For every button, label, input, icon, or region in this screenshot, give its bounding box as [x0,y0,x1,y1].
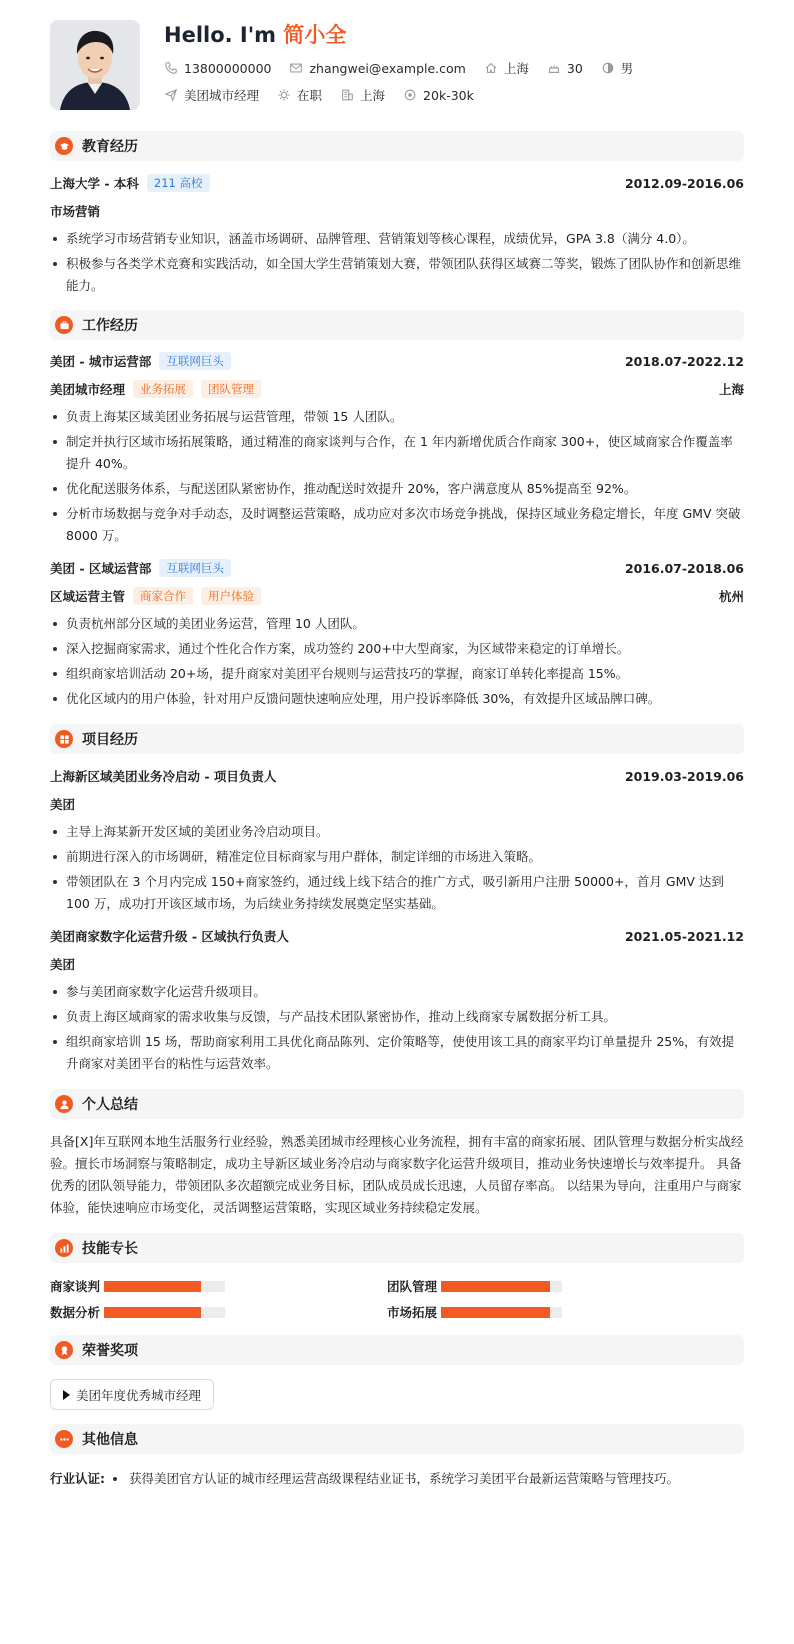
list-item: 负责上海区域商家的需求收集与反馈，与产品技术团队紧密协作，推动上线商家专属数据分析工具。 [50,1006,744,1028]
project-entry [50,765,744,915]
work-city: 杭州 [718,589,744,604]
phone-icon [164,61,178,75]
list-item: 主导上海某新开发区域的美团业务冷启动项目。 [50,821,744,843]
cake-icon [547,61,561,75]
greeting-text: Hello. I'm [164,23,284,47]
work-date: 2018.07-2022.12 [624,353,744,369]
awards-section-header [50,1335,744,1365]
work-role-row [50,585,744,607]
award-text: 美团年度优秀城市经理 [76,1387,202,1403]
work-city: 上海 [718,382,744,397]
email-item [289,61,465,76]
project-title: 上海新区域美团业务冷启动 - 项目负责人 [50,769,277,784]
role-title: 区域运营主管 [50,589,126,604]
expected-salary-item [403,88,474,103]
skill-name: 数据分析 [50,1305,101,1320]
email-text: zhangwei@example.com [309,60,466,76]
more-dots-icon [55,1430,73,1448]
skills-section-title: 技能专长 [82,1241,138,1257]
briefcase-icon [55,316,73,334]
status-icon [277,88,291,102]
profile-info [164,20,651,116]
skill-bar [441,1307,562,1318]
work-section-header [50,310,744,340]
work-entry [50,350,744,547]
work-entry [50,557,744,710]
skill-item [50,1303,387,1321]
project-bullets [50,821,744,915]
other-section-title: 其他信息 [82,1432,138,1448]
skill-bar [441,1281,562,1292]
residence-text: 上海 [503,61,529,76]
greeting-title [164,21,651,49]
candidate-name: 简小全 [283,23,347,47]
education-major-row [50,200,744,222]
gender-icon [601,61,615,75]
skills-section-header [50,1233,744,1263]
role-tag: 团队管理 [201,380,261,398]
list-item: 制定并执行区域市场拓展策略，通过精准的商家谈判与合作，在 1 年内新增优质合作商家 300+，使区域商家合作覆盖率提升 40%。 [50,431,744,475]
list-item: 优化配送服务体系，与配送团队紧密协作，推动配送时效提升 20%，客户满意度从 85%提高至 92%。 [50,478,744,500]
list-item: 分析市场数据与竞争对手动态，及时调整运营策略，成功应对多次市场竞争挑战，保持区域业务稳定增长，年度 GMV 突破 8000 万。 [50,503,744,547]
user-icon [55,1095,73,1113]
skills-grid [50,1277,744,1321]
skill-bar [104,1307,225,1318]
chart-icon [55,1239,73,1257]
age-item [547,61,583,76]
skill-bar [104,1281,225,1292]
project-org-row [50,953,744,975]
project-title: 美团商家数字化运营升级 - 区域执行负责人 [50,929,289,944]
awards-section-title: 荣誉奖项 [82,1343,138,1359]
profile-header [50,20,744,116]
company-name: 美团 - 城市运营部 [50,354,152,369]
skill-bar-fill [441,1281,550,1292]
gender-item [601,59,634,77]
phone-item [164,61,271,76]
project-head-row [50,765,744,787]
project-date: 2021.05-2021.12 [624,928,744,944]
list-item: 带领团队在 3 个月内完成 150+商家签约，通过线上线下结合的推广方式，吸引新用户注册 50000+，首月 GMV 达到 100 万，成功打开该区域市场，为后续业务持续发展奠定坚实基础。 [50,871,744,915]
list-item: 组织商家培训 15 场，帮助商家利用工具优化商品陈列、定价策略等，使使用该工具的商家平均订单量提升 25%，有效提升商家对美团平台的粘性与运营效率。 [50,1031,744,1075]
job-status-item [277,86,322,104]
list-item: 负责上海某区域美团业务拓展与运营管理，带领 15 人团队。 [50,406,744,428]
major-name: 市场营销 [50,204,101,219]
work-section-title: 工作经历 [82,318,138,334]
list-item: 负责杭州部分区域的美团业务运营，管理 10 人团队。 [50,613,744,635]
education-section-header [50,131,744,161]
expected-salary-text: 20k-30k [423,87,474,103]
award-medal-icon [55,1341,73,1359]
list-item: 积极参与各类学术竞赛和实践活动，如全国大学生营销策划大赛，带领团队获得区域赛二等奖，锻炼了团队协作和创新思维能力。 [50,253,744,297]
work-bullets [50,406,744,547]
role-tag: 业务拓展 [133,380,193,398]
project-date: 2019.03-2019.06 [624,768,744,784]
list-item: 优化区域内的用户体验，针对用户反馈问题快速响应处理，用户投诉率降低 30%，有效提升区域品牌口碑。 [50,688,744,710]
skill-bar-fill [104,1281,201,1292]
skill-bar-fill [104,1307,201,1318]
mail-icon [289,61,303,75]
list-item: 参与美团商家数字化运营升级项目。 [50,981,744,1003]
role-tag: 用户体验 [201,587,261,605]
job-status-text: 在职 [297,88,323,103]
list-item: 深入挖掘商家需求，通过个性化合作方案，成功签约 200+中大型商家，为区域带来稳定的订单增长。 [50,638,744,660]
project-section-title: 项目经历 [82,732,138,748]
residence-item [484,59,529,77]
salary-icon [403,88,417,102]
school-tag: 211 高校 [147,174,210,192]
gender-text: 男 [620,61,634,76]
list-item: 前期进行深入的市场调研，精准定位目标商家与用户群体，制定详细的市场进入策略。 [50,846,744,868]
education-head-row [50,172,744,194]
play-triangle-icon [63,1390,70,1400]
summary-section-header [50,1089,744,1119]
send-icon [164,88,178,102]
role-tag: 商家合作 [133,587,193,605]
work-head-row [50,350,744,372]
education-bullets [50,228,744,297]
work-date: 2016.07-2018.06 [624,560,744,576]
bullet-dot [113,1477,117,1481]
avatar [50,20,140,110]
graduation-cap-icon [55,137,73,155]
age-text: 30 [566,60,583,76]
project-bullets [50,981,744,1075]
other-info-row [50,1468,744,1490]
project-org: 美团 [50,797,76,812]
job-intent-row [164,85,651,105]
target-position-item [164,86,259,104]
role-title: 美团城市经理 [50,382,126,397]
company-tag: 互联网巨头 [159,559,231,577]
education-entry [50,172,744,297]
phone-text: 13800000000 [184,60,272,76]
skill-bar-fill [441,1307,550,1318]
list-item: 系统学习市场营销专业知识，涵盖市场调研、品牌管理、营销策划等核心课程，成绩优异，GPA 3.8（满分 4.0）。 [50,228,744,250]
project-grid-icon [55,730,73,748]
contact-row [164,58,651,78]
building-icon [340,88,354,102]
other-info-text: 获得美团官方认证的城市经理运营高级课程结业证书，系统学习美团平台最新运营策略与管理技巧。 [129,1471,680,1486]
project-org: 美团 [50,957,76,972]
target-city-item [340,86,385,104]
skill-item [50,1277,387,1295]
company-name: 美团 - 区域运营部 [50,561,152,576]
company-tag: 互联网巨头 [159,352,231,370]
skill-name: 团队管理 [387,1279,438,1294]
education-section-title: 教育经历 [82,139,138,155]
list-item: 组织商家培训活动 20+场，提升商家对美团平台规则与运营技巧的掌握，商家订单转化率提高 15%。 [50,663,744,685]
work-head-row [50,557,744,579]
project-entry [50,925,744,1075]
project-org-row [50,793,744,815]
project-head-row [50,925,744,947]
target-city-text: 上海 [360,88,386,103]
home-icon [484,61,498,75]
skill-name: 市场拓展 [387,1305,438,1320]
school-name: 上海大学 - 本科 [50,176,139,191]
skill-item [387,1303,687,1321]
summary-section-title: 个人总结 [82,1097,138,1113]
work-role-row [50,378,744,400]
award-item [50,1379,214,1410]
other-section-header [50,1424,744,1454]
project-section-header [50,724,744,754]
skill-item [387,1277,687,1295]
target-position-text: 美团城市经理 [184,88,260,103]
summary-text: 具备[X]年互联网本地生活服务行业经验，熟悉美团城市经理核心业务流程，拥有丰富的商家拓展、团队管理与数据分析实战经验。擅长市场洞察与策略制定，成功主导新区域业务冷启动与商家数字化运营升级项目，推动业务快速增长与效率提升。 具备优秀的团队领导能力，带领团队多次超额完成业务目标，团队成员成长迅速，人员留存率高。 以结果为导向，注重用户与商家体验，能快速响应市场变化，灵活调整运营策略，实现区域业务持续稳定发展。 [50,1134,744,1215]
work-bullets [50,613,744,710]
other-info-label: 行业认证: [50,1471,105,1486]
skill-name: 商家谈判 [50,1279,101,1294]
education-date: 2012.09-2016.06 [624,175,744,191]
